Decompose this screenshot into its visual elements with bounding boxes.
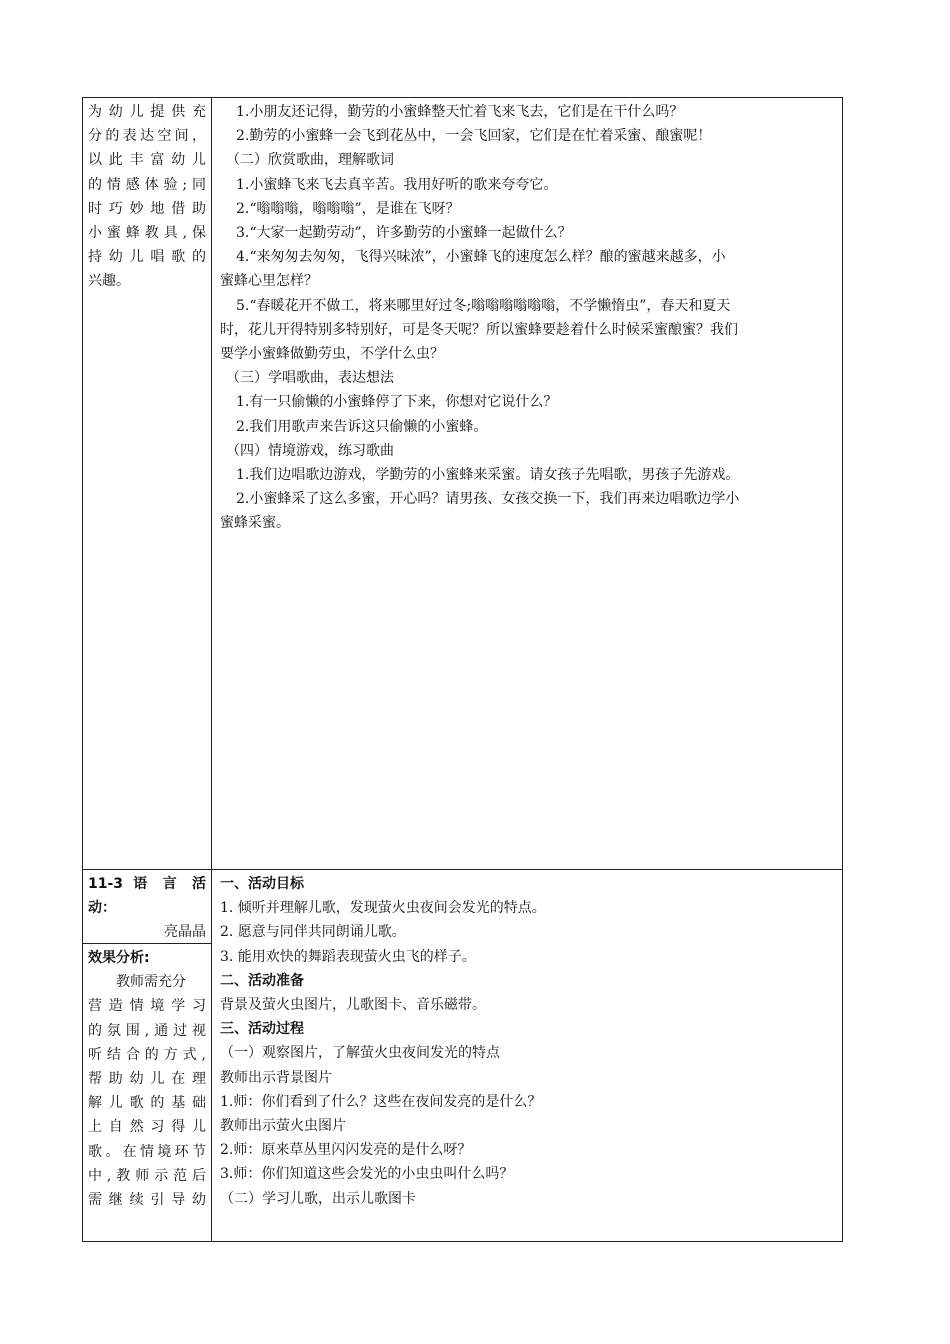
activity-title-cell xyxy=(88,872,206,945)
left-text-line: 以此丰富幼儿 xyxy=(88,152,206,169)
effect-text-line: 上自然习得儿 xyxy=(88,1119,206,1136)
text-line: 2.小蜜蜂采了这么多蜜，开心吗？请男孩、女孩交换一下，我们再来边唱歌边学小 xyxy=(236,491,740,508)
subheading-line: （一）观察图片，了解萤火虫夜间发光的特点 xyxy=(220,1045,500,1062)
text-line: 蜜蜂心里怎样？ xyxy=(220,273,318,290)
text-line: 1.小蜜蜂飞来飞去真辛苦。我用好听的歌来夸夸它。 xyxy=(236,176,558,193)
row-divider-section xyxy=(82,869,843,870)
left-text-line: 兴趣。 xyxy=(88,273,130,290)
left-text-line: 分的表达空间， xyxy=(88,128,206,145)
left-text-line: 时巧妙地借助 xyxy=(88,200,206,217)
text-line: 背景及萤火虫图片，儿歌图卡、音乐磁带。 xyxy=(220,997,486,1014)
left-text-line: 的情感体验;同 xyxy=(88,176,206,193)
subheading-line: （二）欣赏歌曲，理解歌词 xyxy=(226,152,394,169)
section1-left-cell xyxy=(88,100,206,294)
text-line: 教师出示萤火虫图片 xyxy=(220,1118,346,1135)
effect-text-line: 的氛围,通过视 xyxy=(88,1022,206,1039)
heading-preparation: 二、活动准备 xyxy=(220,972,304,989)
text-line: 3.“大家一起勤劳动”，许多勤劳的小蜜蜂一起做什么？ xyxy=(236,225,572,242)
text-line: 1.有一只偷懒的小蜜蜂停了下来，你想对它说什么？ xyxy=(236,394,558,411)
activity-name: 亮晶晶 xyxy=(164,924,206,941)
text-line: 2.“嗡嗡嗡，嗡嗡嗡”，是谁在飞呀？ xyxy=(236,200,460,217)
section2-right-cell xyxy=(220,872,836,1211)
effect-text-line: 中,教师示范后 xyxy=(88,1167,206,1184)
section1-right-cell xyxy=(220,100,836,536)
left-text-line: 小蜜蜂教具,保 xyxy=(88,225,206,242)
text-line: 1.小朋友还记得，勤劳的小蜜蜂整天忙着飞来飞去，它们是在干什么吗？ xyxy=(236,104,684,120)
text-line: 3. 能用欢快的舞蹈表现萤火虫飞的样子。 xyxy=(220,948,476,965)
effect-text-line: 需继续引导幼 xyxy=(88,1192,206,1209)
effect-text-line: 教师需充分 xyxy=(116,974,186,991)
activity-title-line: 11-3 语 言 活 xyxy=(88,876,206,892)
text-line: 1. 倾听并理解儿歌，发现萤火虫夜间会发光的特点。 xyxy=(220,900,546,917)
heading-objectives: 一、活动目标 xyxy=(220,876,304,892)
text-line: 2.勤劳的小蜜蜂一会飞到花丛中，一会飞回家，它们是在忙着采蜜、酿蜜呢！ xyxy=(236,128,712,145)
text-line: 教师出示背景图片 xyxy=(220,1069,332,1086)
effect-text-line: 解儿歌的基础 xyxy=(88,1095,206,1112)
text-line: 时，花儿开得特别多特别好，可是冬天呢？所以蜜蜂要趁着什么时候采蜜酿蜜？我们 xyxy=(220,321,738,338)
effect-analysis-cell xyxy=(88,946,206,1212)
effect-analysis-heading: 效果分析: xyxy=(88,950,150,966)
text-line: 3.师：你们知道这些会发光的小虫虫叫什么吗？ xyxy=(220,1166,514,1183)
subheading-line: （三）学唱歌曲，表达想法 xyxy=(226,370,394,387)
text-line: 1.我们边唱歌边游戏，学勤劳的小蜜蜂来采蜜。请女孩子先唱歌，男孩子先游戏。 xyxy=(236,467,740,484)
left-text-line: 为幼儿提供充 xyxy=(88,104,206,120)
activity-title-line: 动： xyxy=(88,900,116,917)
effect-text-line: 帮助幼儿在理 xyxy=(88,1071,206,1088)
text-line: 2. 愿意与同伴共同朗诵儿歌。 xyxy=(220,924,406,941)
column-divider xyxy=(211,97,212,1242)
effect-text-line: 听结合的方式, xyxy=(88,1046,206,1063)
text-line: 1.师：你们看到了什么？这些在夜间发亮的是什么？ xyxy=(220,1093,542,1110)
effect-text-line: 营造情境学习 xyxy=(88,998,206,1015)
heading-process: 三、活动过程 xyxy=(220,1021,304,1038)
text-line: 2.我们用歌声来告诉这只偷懒的小蜜蜂。 xyxy=(236,418,488,435)
effect-text-line: 歌。在情境环节 xyxy=(88,1143,206,1160)
text-line: 要学小蜜蜂做勤劳虫，不学什么虫？ xyxy=(220,346,444,363)
text-line: 4.“来匆匆去匆匆，飞得兴味浓”，小蜜蜂飞的速度怎么样？酿的蜜越来越多，小 xyxy=(236,249,726,266)
text-line: 2.师：原来草丛里闪闪发亮的是什么呀？ xyxy=(220,1142,472,1159)
text-line: 5.“春暖花开不做工，将来哪里好过冬;嗡嗡嗡嗡嗡嗡，不学懒惰虫”，春天和夏天 xyxy=(236,297,731,314)
left-text-line: 持幼儿唱歌的 xyxy=(88,249,206,266)
text-line: 蜜蜂采蜜。 xyxy=(220,515,290,532)
subheading-line: （四）情境游戏，练习歌曲 xyxy=(226,442,394,459)
subheading-line: （二）学习儿歌，出示儿歌图卡 xyxy=(220,1190,416,1207)
